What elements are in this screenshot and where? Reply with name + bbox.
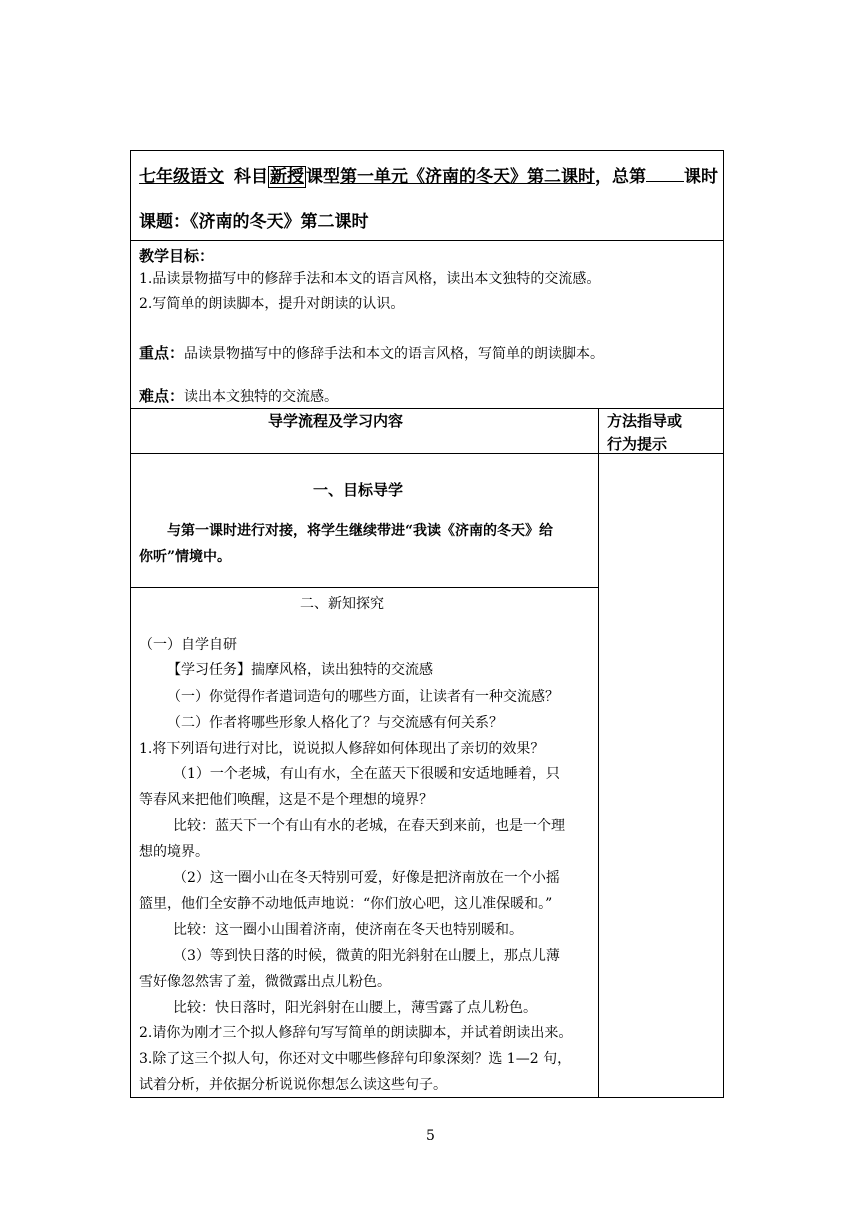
compare-3: 比较：快日落时，阳光斜射在山腰上，薄雪露了点儿粉色。 [173, 1000, 537, 1016]
divider-section1 [130, 587, 598, 588]
grade: 七年级 [139, 167, 190, 187]
example-1-line-1: （1）一个老城，有山有水，全在蓝天下很暖和安适地睡着，只 [173, 766, 560, 782]
section1-text-2: 你听”情境中。 [139, 549, 232, 565]
difficulty-label: 难点： [139, 387, 185, 405]
compare-1-line-2: 想的境界。 [139, 844, 209, 860]
divider-objectives [130, 408, 724, 409]
example-2-line-2: 篮里，他们全安静不动地低声地说：“你们放心吧，这儿准保暖和。” [139, 896, 553, 912]
compare-1-line-1: 比较：蓝天下一个有山有水的老城，在春天到来前，也是一个理 [173, 818, 565, 834]
total-blank [646, 167, 684, 182]
objectives-heading: 教学目标： [139, 247, 215, 265]
column-header-left: 导学流程及学习内容 [268, 412, 404, 430]
question-1: （一）你觉得作者遣词造句的哪些方面，让读者有一种交流感？ [167, 689, 559, 705]
example-1-line-2: 等春风来把他们唤醒，这是不是个理想的境界？ [139, 792, 433, 808]
column-header-right-2: 行为提示 [607, 435, 668, 453]
total-suffix: 课时 [684, 167, 718, 187]
lesson-topic: 课题：《济南的冬天》第二课时 [139, 212, 369, 232]
example-3-line-2: 雪好像忽然害了羞，微微露出点儿粉色。 [139, 974, 391, 990]
objective-2: 2.写简单的朗读脚本，提升对朗读的认识。 [139, 296, 405, 312]
column-divider [598, 408, 599, 1098]
unit: 第一单元《济南的冬天》第二课时 [340, 167, 595, 187]
key-text: 品读景物描写中的修辞手法和本文的语言风格，写简单的朗读脚本。 [184, 346, 605, 362]
subject: 语文 [190, 167, 224, 187]
lesson-type: 新授 [270, 167, 304, 187]
divider-header [130, 240, 724, 241]
item-3-line-2: 试着分析，并依据分析说说你想怎么读这些句子。 [139, 1077, 447, 1093]
section2-title: 二、新知探究 [300, 596, 384, 612]
example-3-line-1: （3）等到快日落的时候，微黄的阳光斜射在山腰上，那点儿薄 [173, 948, 560, 964]
lesson-type-label: 课型 [306, 167, 340, 187]
total-prefix: ，总第 [595, 167, 646, 187]
subject-label: 科目 [234, 167, 268, 187]
key-label: 重点： [139, 344, 185, 362]
learning-task: 【学习任务】揣摩风格，读出独特的交流感 [167, 662, 433, 678]
item-2: 2.请你为刚才三个拟人修辞句写写简单的朗读脚本，并试着朗读出来。 [139, 1025, 573, 1041]
header-line [139, 162, 718, 187]
difficulty-text: 读出本文独特的交流感。 [184, 389, 339, 405]
difficulty-point [139, 385, 338, 406]
section1-text-1: 与第一课时进行对接，将学生继续带进“我读《济南的冬天》给 [167, 523, 554, 539]
question-2: （二）作者将哪些形象人格化了？与交流感有何关系？ [167, 715, 503, 731]
self-study-heading: （一）自学自研 [139, 637, 237, 653]
page-number: 5 [426, 1128, 435, 1144]
column-header-right-1: 方法指导或 [607, 412, 683, 430]
section1-title: 一、目标导学 [313, 481, 404, 499]
item-3-line-1: 3.除了这三个拟人句，你还对文中哪些修辞句印象深刻？选 1—2 句， [139, 1051, 572, 1067]
objective-1: 1.品读景物描写中的修辞手法和本文的语言风格，读出本文独特的交流感。 [139, 271, 601, 287]
item-1: 1.将下列语句进行对比，说说拟人修辞如何体现出了亲切的效果？ [139, 741, 545, 757]
example-2-line-1: （2）这一圈小山在冬天特别可爱，好像是把济南放在一个小摇 [173, 870, 560, 886]
compare-2: 比较：这一圈小山围着济南，使济南在冬天也特别暖和。 [173, 922, 523, 938]
key-point [139, 342, 604, 363]
